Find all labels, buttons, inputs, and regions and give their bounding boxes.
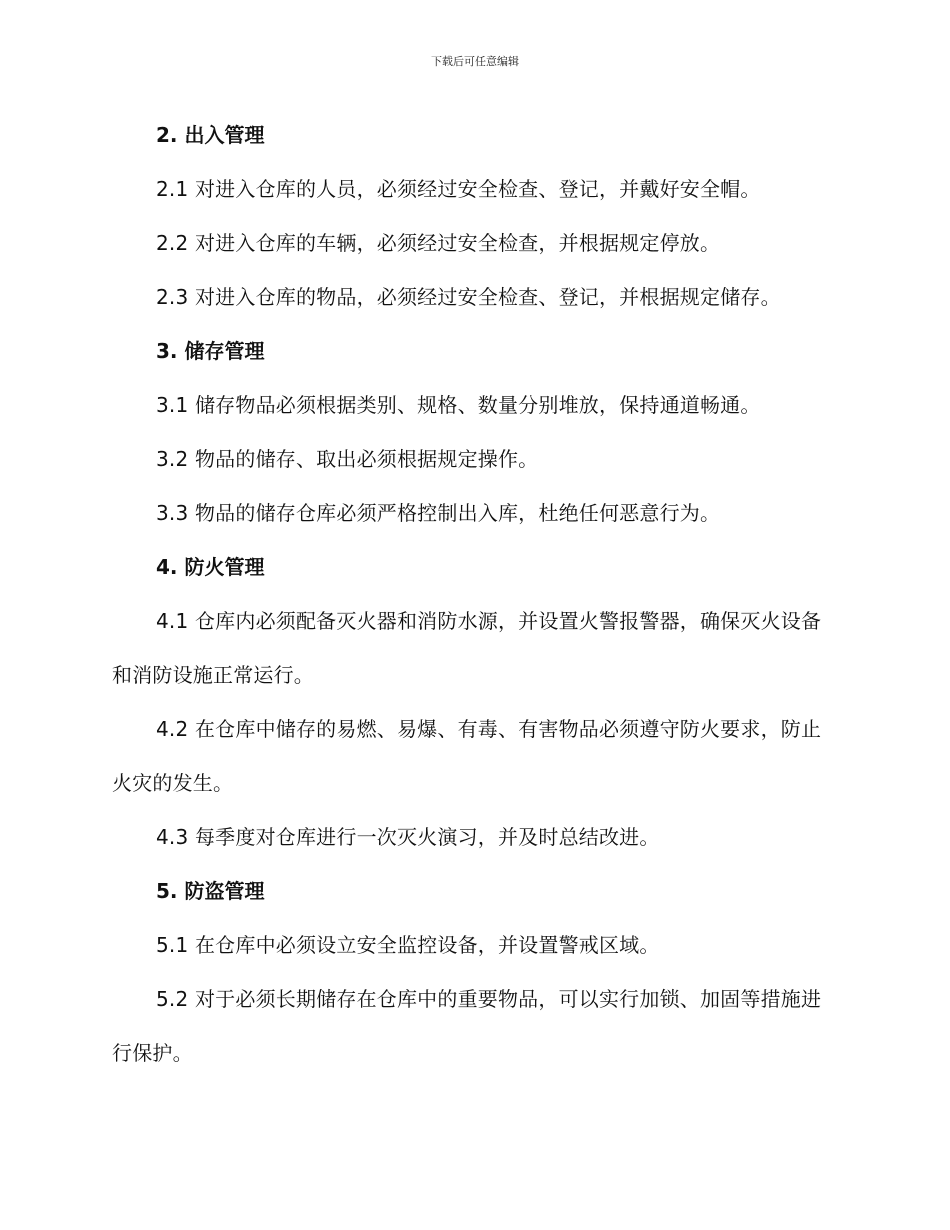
section-item: 2.1 对进入仓库的人员，必须经过安全检查、登记，并戴好安全帽。 [156, 177, 761, 201]
section-storage-management [112, 324, 827, 540]
section-heading: 2. 出入管理 [156, 123, 265, 147]
section-item: 2.2 对进入仓库的车辆，必须经过安全检查，并根据规定停放。 [156, 231, 721, 255]
section-item: 3.1 储存物品必须根据类别、规格、数量分别堆放，保持通道畅通。 [156, 393, 761, 417]
section-item: 5.1 在仓库中必须设立安全监控设备，并设置警戒区域。 [156, 933, 660, 957]
section-heading: 4. 防火管理 [156, 555, 265, 579]
document-body [112, 108, 827, 1080]
section-item: 3.3 物品的储存仓库必须严格控制出入库，杜绝任何恶意行为。 [156, 501, 721, 525]
section-item: 4.1 仓库内必须配备灭火器和消防水源，并设置火警报警器，确保灭火设备和消防设施正常运行。 [112, 609, 822, 687]
section-item: 2.3 对进入仓库的物品，必须经过安全检查、登记，并根据规定储存。 [156, 285, 781, 309]
section-item: 4.2 在仓库中储存的易燃、易爆、有毒、有害物品必须遵守防火要求，防止火灾的发生。 [112, 717, 822, 795]
section-heading: 5. 防盗管理 [156, 879, 265, 903]
section-item: 5.2 对于必须长期储存在仓库中的重要物品，可以实行加锁、加固等措施进行保护。 [112, 987, 822, 1065]
section-theft-prevention [112, 864, 827, 1080]
section-fire-prevention [112, 540, 827, 864]
section-heading: 3. 储存管理 [156, 339, 265, 363]
section-item: 4.3 每季度对仓库进行一次灭火演习，并及时总结改进。 [156, 825, 660, 849]
section-item: 3.2 物品的储存、取出必须根据规定操作。 [156, 447, 539, 471]
page-header-note: 下载后可任意编辑 [431, 55, 519, 68]
section-access-management [112, 108, 827, 324]
